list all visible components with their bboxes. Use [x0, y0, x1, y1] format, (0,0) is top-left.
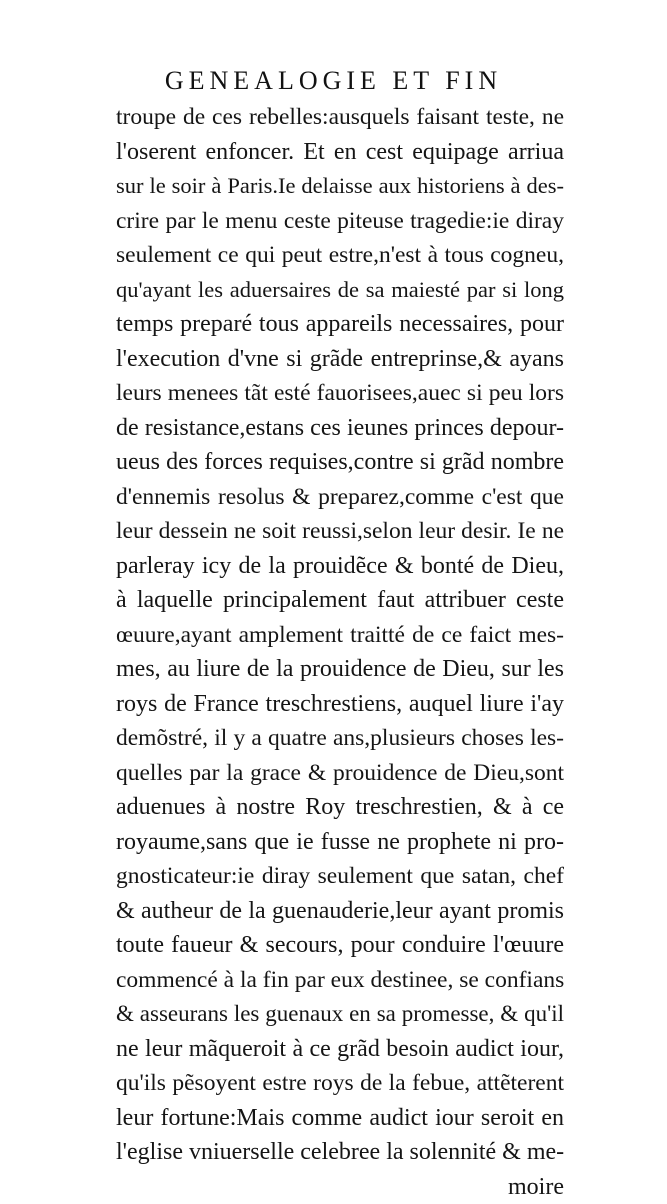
text-line: de resistance,estans ces ieunes princes depour- — [116, 411, 564, 446]
text-line: leur dessein ne soit reussi,selon leur desir. Ie ne — [116, 514, 564, 549]
text-line: quelles par la grace & prouidence de Dieu,sont — [116, 756, 564, 791]
text-line: aduenues à nostre Roy treschrestien, & à ce — [116, 790, 564, 825]
text-line: troupe de ces rebelles:ausquels faisant teste, ne — [116, 100, 564, 135]
text-line: royaume,sans que ie fusse ne prophete ni pro- — [116, 825, 564, 860]
text-line: d'ennemis resolus & preparez,comme c'est que — [116, 480, 564, 515]
text-line: l'eglise vniuerselle celebree la solennité & me- — [116, 1135, 564, 1170]
text-line: leurs menees tãt esté fauorisees,auec si peu lors — [116, 376, 564, 411]
text-line: seulement ce qui peut estre,n'est à tous cogneu, — [116, 238, 564, 273]
body-text — [116, 100, 564, 1204]
text-line: commencé à la fin par eux destinee, se confians — [116, 963, 564, 998]
text-line: parleray icy de la prouidẽce & bonté de Dieu, — [116, 549, 564, 584]
text-line: ne leur mãqueroit à ce grãd besoin audict iour, — [116, 1032, 564, 1067]
running-head: GENEALOGIE ET FIN — [0, 66, 667, 96]
text-line: sur le soir à Paris.Ie delaisse aux historiens à des- — [116, 169, 564, 204]
text-line: temps preparé tous appareils necessaires, pour — [116, 307, 564, 342]
text-line: roys de France treschrestiens, auquel liure i'ay — [116, 687, 564, 722]
text-line: l'execution d'vne si grãde entreprinse,& ayans — [116, 342, 564, 377]
text-line: & asseurans les guenaux en sa promesse, & qu'il — [116, 997, 564, 1032]
text-line: toute faueur & secours, pour conduire l'œuure — [116, 928, 564, 963]
text-line: ueus des forces requises,contre si grãd nombre — [116, 445, 564, 480]
text-line: & autheur de la guenauderie,leur ayant promis — [116, 894, 564, 929]
text-line: mes, au liure de la prouidence de Dieu, sur les — [116, 652, 564, 687]
text-line: crire par le menu ceste piteuse tragedie:ie diray — [116, 204, 564, 239]
text-line: demõstré, il y a quatre ans,plusieurs choses les- — [116, 721, 564, 756]
text-line: à laquelle principalement faut attribuer ceste — [116, 583, 564, 618]
catchword: moire — [116, 1170, 564, 1204]
text-line: gnosticateur:ie diray seulement que satan, chef — [116, 859, 564, 894]
text-line: l'oserent enfoncer. Et en cest equipage arriua — [116, 135, 564, 170]
text-line: qu'ils pẽsoyent estre roys de la febue, attẽterent — [116, 1066, 564, 1101]
text-line: œuure,ayant amplement traitté de ce faict mes- — [116, 618, 564, 653]
text-line: qu'ayant les aduersaires de sa maiesté par si long — [116, 273, 564, 308]
text-line: leur fortune:Mais comme audict iour seroit en — [116, 1101, 564, 1136]
